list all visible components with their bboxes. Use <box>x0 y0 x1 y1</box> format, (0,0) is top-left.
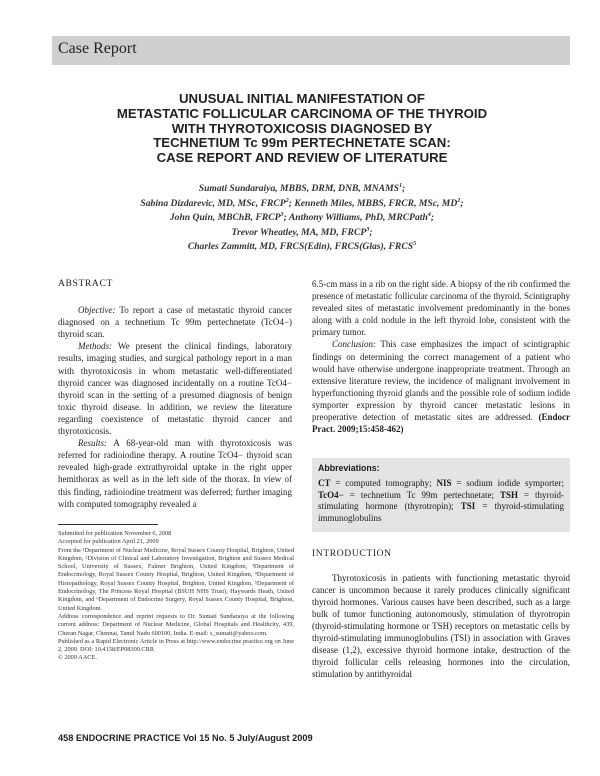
article-title <box>52 92 552 166</box>
footnote-line: Published as a Rapid Electronic Article in Press at http://www.endocrine practice.org on June 2, 2009. DOI: 10.4158/EP08300.CRR <box>58 637 294 654</box>
footnote-line: Address correspondence and reprint requests to Dr. Sumati Sundaraiya at the following current address: Department of Nuclear Medicine, Global Hospitals and Healthcity, 439, Cheran Nagar, Chennai, Tamil Nadu 600100, India. E-mail: s_sumati@yahoo.com. <box>58 612 294 637</box>
footnote-line: Accepted for publication April 21, 2009 <box>58 538 159 546</box>
introduction-heading: INTRODUCTION <box>312 548 392 559</box>
title-line: TECHNETIUM Tc 99m PERTECHNETATE SCAN: <box>153 135 451 151</box>
page-footer: 458 ENDOCRINE PRACTICE Vol 15 No. 5 July/August 2009 <box>58 733 313 743</box>
abstract-results: Results: A 68-year-old man with thyrotoxicosis was referred for radioiodine therapy. A routine TcO4− thyroid scan revealed high-grade extrathyroidal uptake in the right upper hemithorax as well as in the left side of the thorax. In view of this finding, radioiodine treatment was deferred; further imaging with computed tomography revealed a <box>58 438 292 509</box>
right-column <box>312 278 570 435</box>
footnote-line: Submitted for publication November 6, 2008 <box>58 530 172 537</box>
footnote-rule <box>58 524 158 525</box>
abbreviations-content <box>318 463 564 525</box>
introduction-text: Thyrotoxicosis in patients with functioning metastatic thyroid cancer is uncommon because it rarely produces clinically significant thyroid hormones. Various causes have been described, such as a large bulk of tumor functioning autonomously, stimulation of thyrotropin (thyroid-stimulating hormone or TSH) receptors on metastatic cells by thyroid-stimulating immunoglobulins (TSI) in association with Graves disease (1,2), excessive thyroid hormone intake, destruction of the thyroid follicular cells releasing hormones into the circulation, stimulation by antithyroidal <box>312 573 570 679</box>
abstract-methods: Methods: We present the clinical findings, laboratory results, imaging studies, and surgical pathology report in a man with thyrotoxicosis in whom metastatic well-differentiated thyroid cancer was diagnosed incidentally on a routine TcO4− thyroid scan in the setting of a presumed diagnosis of benign toxic thyroid disease. In addition, we review the literature regarding coexistence of metastatic thyroid cancer and thyrotoxicosis. <box>58 341 292 437</box>
abstract-objective: Objective: To report a case of metastatic thyroid cancer diagnosed on a technetium Tc 99m pertechnetate (TcO4−) thyroid scan. <box>58 305 292 340</box>
author-line: John Quin, MBChB, FRCP$^3$; Anthony Williams, PhD, MRCPath$^4$; <box>169 211 435 224</box>
left-column <box>58 278 292 510</box>
abstract-conclusion: Conclusion: This case emphasizes the impact of scintigraphic findings on determining the correct management of a patient who would have otherwise undergone inappropriate treatment. Through an extensive literature review, the incidence of malignant involvement in hyperfunctioning thyroid glands and the possible role of sodium iodide symporter expression by thyroid cancer metastatic lesions in preoperative detection of metastatic sites are addressed. (Endocr Pract. 2009;15:458-462) <box>312 339 571 435</box>
title-line: METASTATIC FOLLICULAR CARCINOMA OF THE THYROID <box>116 105 488 121</box>
author-line: Charles Zammitt, MD, FRCS(Edin), FRCS(Glas), FRCS$^5$ <box>187 240 417 253</box>
author-list <box>52 182 552 255</box>
title-line: WITH THYROTOXICOSIS DIAGNOSED BY <box>171 120 433 136</box>
abstract-heading: ABSTRACT <box>58 278 113 289</box>
footnote-line: From the ¹Department of Nuclear Medicine, Royal Sussex County Hospital, Brighton, United Kingdom, ²Division of Clinical and Laboratory Investigation, Brighton and Sussex Medical School, University of Sussex, Falmer Brighton, United Kingdom, ³Department of Endocrinology, Royal Sussex County Hospital, Brighton, United Kingdom, ⁴Department of Histopathology, Royal Sussex County Hospital, Brighton, United Kingdom, ⁵Department of Endocrinology, The Princess Royal Hospital (BSUH NHS Trust), Haywards Heath, United Kingdom, and ⁶Department of Endocrine Surgery, Royal Sussex County Hospital, Brighton, United Kingdom. <box>58 546 294 612</box>
abbreviations-list: CT = computed tomography; NIS = sodium iodide symporter; TcO4− = technetium Tc 99m pertechnetate; TSH = thyroid-stimulating hormone (thyrotropin); TSI = thyroid-stimulating immunoglobulins <box>318 477 565 524</box>
title-line: CASE REPORT AND REVIEW OF LITERATURE <box>156 150 448 166</box>
citation: (Endocr Pract. 2009;15:458-462) <box>312 412 571 435</box>
title-line: UNUSUAL INITIAL MANIFESTATION OF <box>179 91 425 106</box>
section-label: Case Report <box>58 40 137 57</box>
footnote-line: © 2009 AACE. <box>58 654 97 662</box>
abstract-results-continued: 6.5-cm mass in a rib on the right side. A biopsy of the rib confirmed the presence of metastatic follicular carcinoma of the thyroid. Scintigraphy revealed sites of metastatic involvement predominantly in the bones along with a cold nodule in the left thyroid lobe, consistent with the primary tumor. <box>312 279 570 338</box>
author-line: Trevor Wheatley, MA, MD, FRCP$^3$; <box>231 225 373 238</box>
abbreviations-title: Abbreviations: <box>318 463 380 473</box>
footnote-block <box>58 530 294 663</box>
author-line: Sumati Sundaraiya, MBBS, DRM, DNB, MNAMS$^1$; <box>198 181 406 194</box>
author-line: Sabina Dizdarevic, MD, MSc, FRCP$^2$; Kenneth Miles, MBBS, FRCR, MSc, $MD^2$; <box>140 196 464 209</box>
